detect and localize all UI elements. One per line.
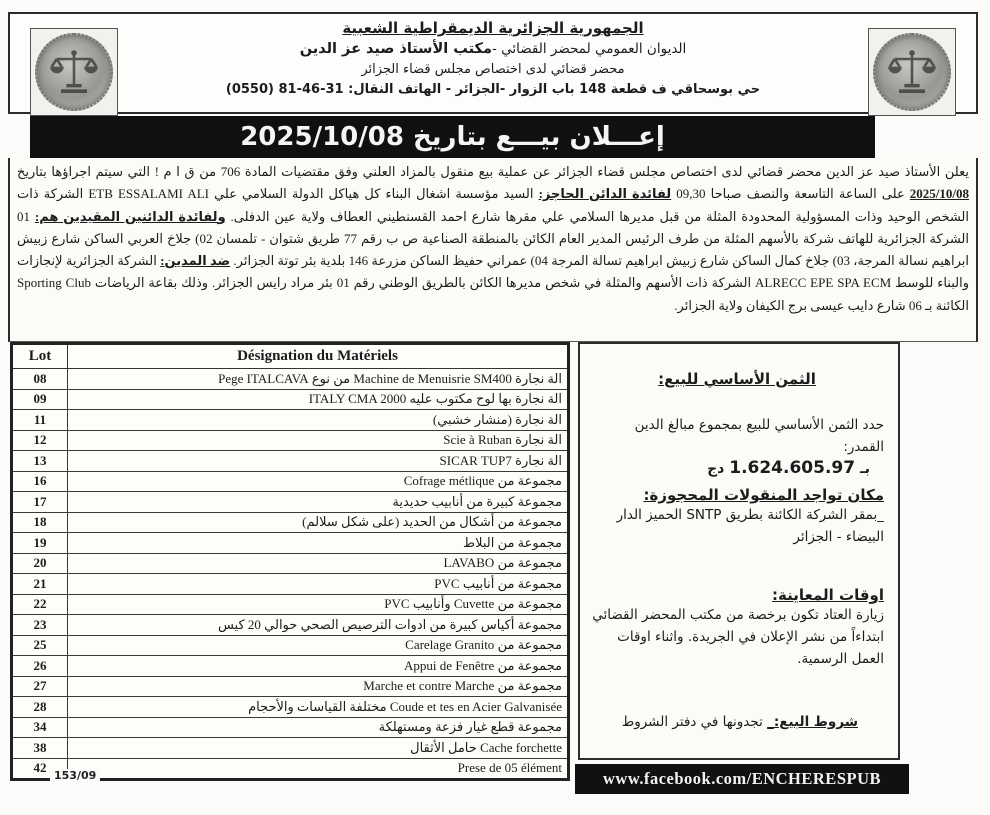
table-row: [12, 615, 569, 636]
sale-details-sidebar: [578, 342, 900, 760]
lot-number-cell: 34: [12, 717, 68, 738]
lot-number-cell: 25: [12, 635, 68, 656]
lot-number-cell: 17: [12, 492, 68, 513]
header: [8, 12, 978, 114]
lot-number-cell: 23: [12, 615, 68, 636]
table-row: [12, 676, 569, 697]
designation-cell: مجموعة من أنابيب PVC: [68, 574, 569, 595]
justice-scales-stamp-left: [30, 28, 118, 116]
lot-number-cell: 12: [12, 430, 68, 451]
designation-cell: مجموعة من Carelage Granito: [68, 635, 569, 656]
justice-scales-icon: [35, 33, 113, 111]
table-row: [12, 553, 569, 574]
amount-prefix: بـ: [855, 461, 870, 477]
lot-number-cell: 19: [12, 533, 68, 554]
designation-cell: مجموعة قطع غيار فزعة ومستهلكة: [68, 717, 569, 738]
justice-scales-icon: [873, 33, 951, 111]
table-row: [12, 451, 569, 472]
table-row: [12, 574, 569, 595]
republic-title: الجمهورية الجزائرية الديمقراطية الشعبية: [342, 19, 644, 37]
notice-segment: لفائدة الدائن الحاجز:: [538, 186, 672, 202]
sale-conditions-line: [590, 714, 884, 730]
designation-cell: مجموعة من Cofrage métlique: [68, 471, 569, 492]
viewing-times-heading: اوقات المعاينة:: [772, 586, 884, 604]
table-row: [12, 635, 569, 656]
facebook-banner: www.facebook.com/ENCHERESPUB: [575, 764, 909, 794]
table-row: [12, 738, 569, 759]
office-title-normal: الديوان العمومي لمحضر القضائي -: [491, 41, 687, 57]
designation-cell: مجموعة من البلاط: [68, 533, 569, 554]
amount-currency: دج: [707, 461, 730, 477]
sale-conditions-body: تجدونها في دفتر الشروط: [621, 714, 768, 730]
lot-column-header: Lot: [12, 344, 68, 369]
amount-value: 1.624.605.97: [729, 458, 856, 478]
lot-number-cell: 13: [12, 451, 68, 472]
designation-cell: الة نجارة (منشار خشبي): [68, 410, 569, 431]
designation-cell: مجموعة من LAVABO: [68, 553, 569, 574]
table-row: [12, 717, 569, 738]
table-row: [12, 697, 569, 718]
designation-cell: Prese de 05 élément: [68, 758, 569, 780]
base-price-heading: الثمن الأساسي للبيع:: [658, 370, 816, 388]
designation-cell: Cache forchette حامل الأثقال: [68, 738, 569, 759]
designation-cell: Coude et tes en Acier Galvanisée مختلفة القياسات والأحجام: [68, 697, 569, 718]
designation-cell: مجموعة أكياس كبيرة من ادوات الترصيص الصحي حوالي 20 كيس: [68, 615, 569, 636]
table-row: [12, 594, 569, 615]
table-row: [12, 533, 569, 554]
table-row: [12, 430, 569, 451]
lots-table-body: [12, 369, 569, 780]
designation-cell: مجموعة من Cuvette وأنابيب PVC: [68, 594, 569, 615]
designation-cell: مجموعة كبيرة من أنابيب حديدية: [68, 492, 569, 513]
lot-number-cell: 22: [12, 594, 68, 615]
lot-number-cell: 11: [12, 410, 68, 431]
office-title: [130, 41, 856, 57]
base-price-amount: [590, 458, 884, 478]
table-row: [12, 410, 569, 431]
designation-cell: الة نجارة بها لوح مكتوب عليه ITALY CMA 2000: [68, 389, 569, 410]
notice-segment: الشركة الجزائرية لإنجازات والبناء للوسط ALRECC EPE SPA ECM الشركة ذات الأسهم والمثلة في شخص مديرها الكائن بالطريق الوطني رقم 01 بئر مراد رايس الجزائر. وذلك بقاعة الرياضات Sporting Club الكائنة بـ 06 شارع دايب عيسى برج الكيفان ولاية الجزائر.: [17, 253, 969, 313]
designation-column-header: Désignation du Matériels: [68, 344, 569, 369]
address-phone-line: حي بوسحاقي ف قطعة 148 باب الزوار -الجزائر - الهاتف النقال: 31-46-81 (0550): [225, 82, 761, 97]
lot-number-cell: 16: [12, 471, 68, 492]
table-row: [12, 369, 569, 390]
lot-number-cell: 08: [12, 369, 68, 390]
notice-segment: السيد مؤسسة اشغال البناء كل هياكل الدولة السلامي علي ETB ESSALAMI ALI الشركة ذات الشخص الوحيد وذات المسؤولية المحدودة المثلة من قبل مديرها السلامي علي مقرها شارع احمد القسنطيني العطاف ولاية عين الدفلى.: [17, 186, 970, 224]
table-row: [12, 656, 569, 677]
lot-number-cell: 26: [12, 656, 68, 677]
justice-scales-stamp-right: [868, 28, 956, 116]
lot-number-cell: 38: [12, 738, 68, 759]
notice-segment: 2025/10/08: [909, 186, 970, 202]
lot-number-cell: 20: [12, 553, 68, 574]
base-price-body: حدد الثمن الأساسي للبيع بمجموع مبالغ الدين القمدر:: [634, 417, 884, 455]
notice-segment: ولفائدة الدائنين المقيدين هم:: [34, 208, 226, 224]
table-row: [12, 492, 569, 513]
viewing-times-body: زيارة العتاد تكون برخصة من مكتب المحضر القضائي ابتداءاً من نشر الإعلان في الجريدة. واثناء اوقات العمل الرسمية.: [592, 607, 884, 667]
designation-cell: مجموعة من Appui de Fenêtre: [68, 656, 569, 677]
sale-conditions-label: شروط البيع:_: [767, 714, 858, 730]
designation-cell: الة نجارة Machine de Menuisrie SM400 من نوع Pege ITALCAVA: [68, 369, 569, 390]
designation-cell: الة نجارة SICAR TUP7: [68, 451, 569, 472]
lot-number-cell: 42: [12, 758, 68, 780]
lot-number-cell: 09: [12, 389, 68, 410]
notice-segment: يعلن الأستاذ صيد عز الدين محضر قضائي لدى اختصاص مجلس قضاء الجزائر عن عملية بيع منقول بالمزاد العلني وفق مقتضيات المادة 706 من ق ا م ! التي سيتم اجراؤها بتاريخ: [17, 164, 969, 179]
table-header-row: [12, 344, 569, 369]
lots-table: [10, 342, 570, 781]
office-title-bold: مكتب الأستاذ صيد عز الدين: [299, 41, 492, 57]
lot-number-cell: 28: [12, 697, 68, 718]
designation-cell: الة نجارة Scie à Ruban: [68, 430, 569, 451]
lot-number-cell: 27: [12, 676, 68, 697]
table-row: [12, 512, 569, 533]
designation-cell: مجموعة من أشكال من الحديد (على شكل سلالم): [68, 512, 569, 533]
designation-cell: مجموعة من Marche et contre Marche: [68, 676, 569, 697]
bailiff-line: محضر قضائي لدى اختصاص مجلس قضاء الجزائر: [361, 62, 625, 77]
reference-number: 153/09: [50, 769, 100, 782]
notice-paragraph: [8, 158, 978, 342]
notice-segment: على الساعة التاسعة والنصف صباحا 09,30: [671, 186, 910, 202]
table-row: [12, 389, 569, 410]
header-text-block: [130, 16, 856, 97]
sale-title-banner: إعـــلان بيـــع بتاريخ 2025/10/08: [30, 116, 875, 158]
table-row: [12, 471, 569, 492]
lot-number-cell: 21: [12, 574, 68, 595]
goods-location-body: _بمقر الشركة الكائنة بطريق SNTP الحميز الدار البيضاء - الجزائر: [616, 507, 884, 545]
goods-location-heading: مكان تواجد المنقولات المحجوزة:: [643, 486, 884, 504]
lot-number-cell: 18: [12, 512, 68, 533]
notice-segment: 01 الشركة الجزائرية للهاتف شركة بالأسهم المثلة من طرف الرئيس المدير العام الكائن بالمنطقة الصناعية ص ب رقم 77 طريق شتوان - تلمسان 02) جلاخ العربي الساكن شارع زبيش ابراهيم نسالة المرجة، 03) جلاخ كمال الساكن شارع زبيش ابراهيم تسالة المرجة 04) عمراني حفيظ الساكن مزرعة 146 بلدية بئر توتة الجزائر.: [17, 208, 970, 269]
notice-segment: ضد المدين:: [160, 253, 231, 269]
